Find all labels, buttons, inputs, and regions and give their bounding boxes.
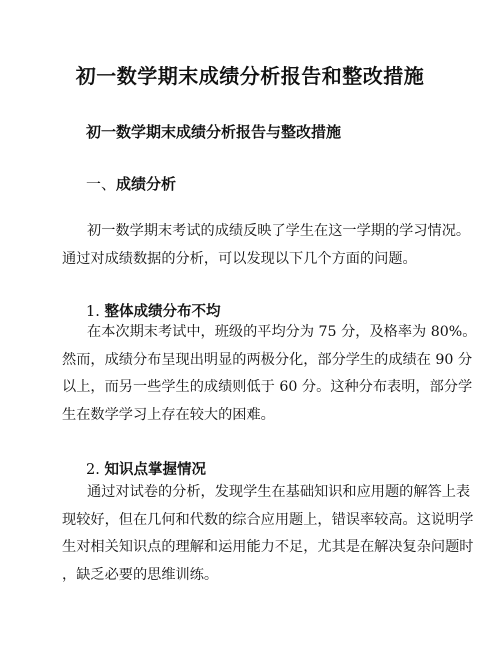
paragraph-line: 生对相关知识点的理解和运用能力不足，尤其是在解决复杂问题时 [62,539,474,555]
subsection-number: 1. [86,304,105,320]
paragraph-line: 然而，成绩分布呈现出明显的两极分化，部分学生的成绩在 90 分 [62,351,473,368]
section-label: 成绩分析 [116,175,177,193]
distribution-paragraph [62,319,477,429]
document-subtitle: 初一数学期末成绩分析报告与整改措施 [86,123,342,141]
section-number: 一、 [86,175,117,193]
subsection-heading-distribution [86,300,220,321]
document-title: 初一数学期末成绩分析报告和整改措施 [75,64,425,88]
subsection-label: 整体成绩分布不均 [104,303,221,320]
subsection-heading-knowledge [86,458,206,479]
paragraph-line: 初一数学期末考试的成绩反映了学生在这一学期的学习情况。 [87,223,471,239]
knowledge-paragraph [62,479,474,589]
paragraph-line: 在本次期末考试中，班级的平均分为 75 分，及格率为 80%。 [87,324,477,340]
paragraph-line: 生在数学学习上存在较大的困难。 [62,406,275,423]
paragraph-line: ，缺乏必要的思维训练。 [62,566,219,583]
subsection-number: 2. [86,462,105,478]
subsection-label: 知识点掌握情况 [104,461,206,478]
paragraph-line: 通过对成绩数据的分析，可以发现以下几个方面的问题。 [62,250,417,267]
section-heading-analysis [86,173,176,194]
paragraph-line: 通过对试卷的分析，发现学生在基础知识和应用题的解答上表 [87,484,471,500]
paragraph-line: 现较好，但在几何和代数的综合应用题上，错误率较高。这说明学 [62,511,474,528]
intro-paragraph [62,218,471,273]
paragraph-line: 以上，而另一些学生的成绩则低于 60 分。这种分布表明，部分学 [62,379,473,395]
